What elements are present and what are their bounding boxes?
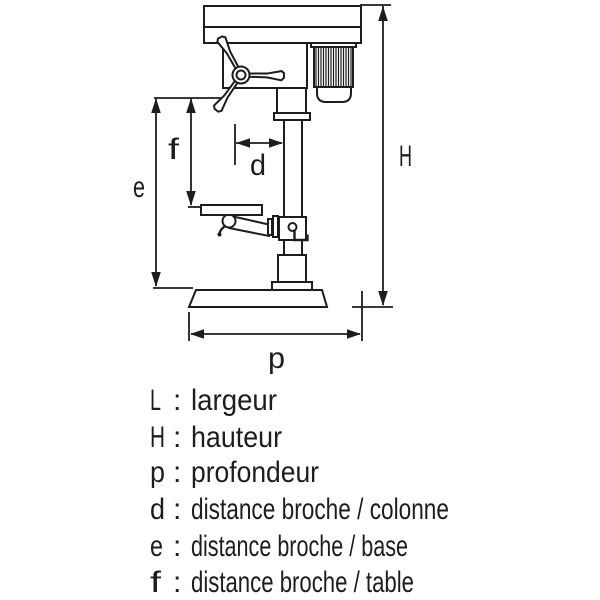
arrowhead-left bbox=[190, 329, 204, 339]
table-lock-lever-knob bbox=[218, 233, 222, 237]
legend-description: distance broche / base bbox=[191, 530, 408, 563]
legend-colon: : bbox=[173, 566, 182, 599]
legend-colon: : bbox=[173, 456, 182, 489]
legend-symbol: L bbox=[150, 384, 161, 417]
spindle-quill-housing bbox=[277, 88, 306, 113]
dimension-labels bbox=[133, 133, 412, 375]
base-flange bbox=[272, 282, 312, 290]
legend-row-largeur bbox=[150, 384, 277, 417]
handwheel-hub-center bbox=[237, 71, 246, 80]
dimension-H bbox=[352, 5, 393, 307]
legend-row-profondeur bbox=[150, 456, 319, 489]
belt-guard-top bbox=[204, 6, 361, 27]
arrowhead-up bbox=[151, 98, 161, 113]
arrowhead-right bbox=[347, 329, 361, 339]
arrowhead-left bbox=[236, 138, 250, 148]
legend-colon: : bbox=[173, 384, 182, 417]
arrowhead-right bbox=[269, 138, 283, 148]
column-top-flange bbox=[274, 113, 310, 120]
arrowhead-up bbox=[186, 98, 196, 113]
dimension-f bbox=[186, 98, 202, 207]
base bbox=[189, 290, 327, 307]
arrowhead-down bbox=[186, 191, 196, 206]
legend-row-distance-broche-colonne bbox=[150, 493, 449, 526]
legend-description: distance broche / colonne bbox=[191, 493, 449, 526]
legend-symbol: p bbox=[150, 456, 165, 489]
legend bbox=[150, 384, 449, 599]
dimension-label-spindle-column: d bbox=[250, 149, 266, 182]
belt-guard-bottom bbox=[204, 27, 361, 43]
legend-description: profondeur bbox=[191, 456, 320, 489]
legend-symbol: H bbox=[150, 421, 165, 454]
arrowhead-up bbox=[378, 6, 388, 21]
drill-press-drawing bbox=[189, 6, 361, 307]
motor-cooling-fins bbox=[316, 47, 351, 87]
table-crank-hub bbox=[289, 223, 297, 231]
column-base-sleeve bbox=[278, 255, 306, 282]
legend-row-hauteur bbox=[150, 421, 282, 454]
clamp-collar-rib-2 bbox=[273, 216, 278, 237]
legend-description: largeur bbox=[191, 384, 278, 417]
arrowhead-down bbox=[378, 291, 388, 306]
dimension-label-spindle-base: e bbox=[133, 171, 145, 204]
legend-colon: : bbox=[173, 493, 182, 526]
dimension-label-height: H bbox=[399, 140, 412, 173]
table-lock-lever bbox=[220, 226, 226, 234]
legend-colon: : bbox=[173, 421, 182, 454]
legend-symbol: d bbox=[150, 493, 165, 526]
dimension-e bbox=[151, 98, 193, 288]
legend-description: distance broche / table bbox=[191, 566, 414, 599]
dimension-label-spindle-table: f bbox=[168, 133, 180, 166]
clamp-collar-rib-1 bbox=[268, 219, 272, 235]
legend-row-distance-broche-table bbox=[150, 566, 414, 599]
dimension-label-depth: p bbox=[268, 342, 285, 375]
arrowhead-down bbox=[151, 272, 161, 287]
worktable bbox=[201, 205, 262, 215]
legend-symbol: e bbox=[150, 530, 163, 563]
legend-description: hauteur bbox=[191, 421, 283, 454]
legend-symbol: f bbox=[150, 566, 162, 599]
legend-colon: : bbox=[173, 530, 182, 563]
legend-row-distance-broche-base bbox=[150, 530, 408, 563]
motor-end-cap bbox=[317, 87, 351, 102]
